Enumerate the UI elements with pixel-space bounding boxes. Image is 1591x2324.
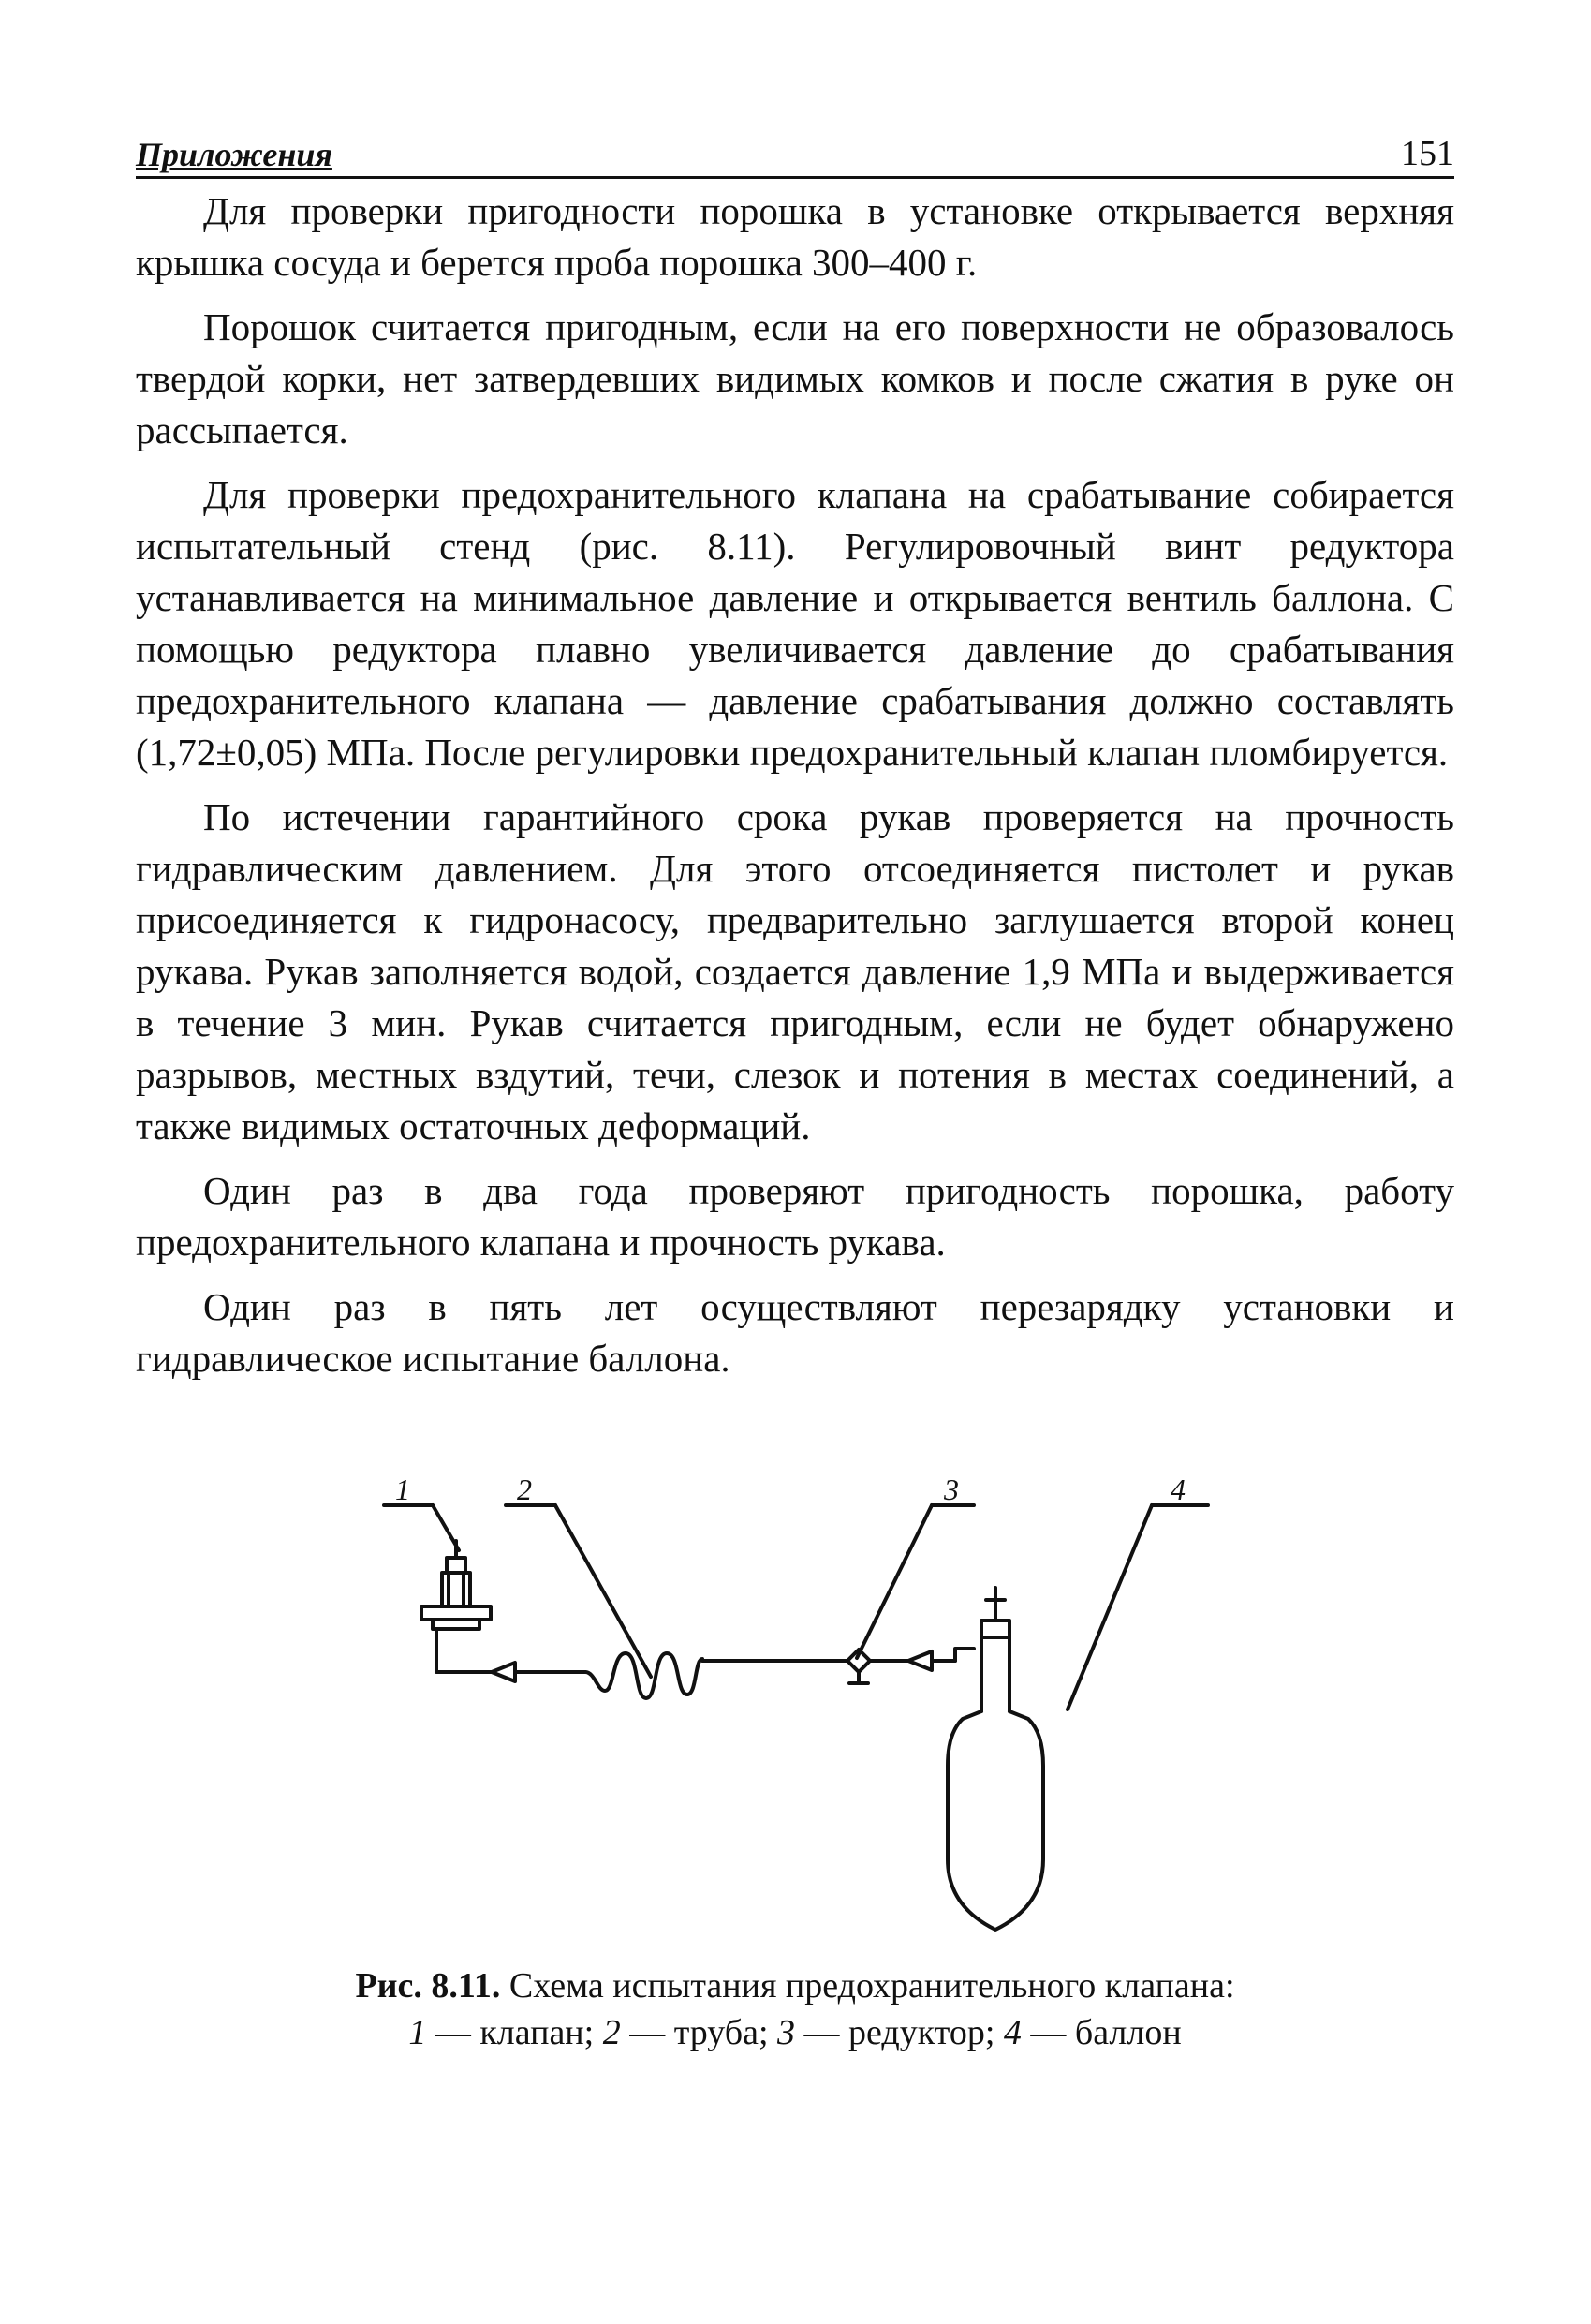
legend-num: 4 [1003, 2013, 1022, 2052]
legend-text: труба [673, 2013, 759, 2052]
cylinder-symbol [948, 1588, 1043, 1930]
body-text [136, 185, 1454, 1398]
valve-symbol [421, 1541, 491, 1661]
paragraph: Для проверки предохранительного клапана на срабатывание собирается испытательный стенд (рис. 8.11). Регулировочный винт редуктора устанавливается на минимальное давление и открывается вентиль баллона. С помощью редуктора плавно увеличивается давление до срабатывания предохранительного клапана — давление срабатывания должно составлять (1,72±0,05) МПа. После регулировки предохранительный клапан пломбируется. [136, 473, 1454, 774]
caption-label: Рис. 8.11. [355, 1966, 501, 2006]
figure-test-scheme [356, 1466, 1236, 1944]
legend-text: баллон [1074, 2013, 1182, 2052]
legend-num: 3 [777, 2013, 796, 2052]
section-title: Приложения [136, 136, 332, 173]
paragraph: Порошок считается пригодным, если на его поверхности не образовалось твердой корки, нет затвердевших видимых комков и после сжатия в руке он рассыпается. [136, 305, 1454, 451]
paragraph: По истечении гарантийного срока рукав проверяется на прочность гидравлическим давлением. Для этого отсоединяется пистолет и рукав присоединяется к гидронасосу, предварительно заглушается второй конец рукава. Рукав заполняется водой, создается давление 1,9 МПа и выдерживается в течение 3 мин. Рукав считается пригодным, если не будет обнаружено разрывов, местных вздутий, течи, слезок и потения в местах соединений, а также видимых остаточных деформаций. [136, 795, 1454, 1147]
paragraph: Для проверки пригодности порошка в установке открывается верхняя крышка сосуда и берется проба порошка 300–400 г. [136, 189, 1454, 284]
legend-num: 1 [408, 2013, 427, 2052]
figure-caption [136, 1962, 1454, 2056]
pipe-left [436, 1661, 585, 1681]
label-1: 1 [395, 1473, 410, 1506]
caption-line-1 [136, 1962, 1454, 2009]
legend-text: клапан [479, 2013, 584, 2052]
label-4: 4 [1171, 1473, 1186, 1506]
paragraph: Один раз в пять лет осуществляют перезарядку установки и гидравлическое испытание баллона. [136, 1285, 1454, 1380]
legend-num: 2 [602, 2013, 621, 2052]
caption-title: Схема испытания предохранительного клапана: [508, 1966, 1235, 2006]
legend-text: редуктор [848, 2013, 985, 2052]
page-number: 151 [1401, 134, 1454, 173]
hose-coil [585, 1653, 702, 1698]
label-2: 2 [517, 1473, 532, 1506]
scheme-diagram [356, 1466, 1236, 1944]
pipe-right [870, 1649, 974, 1670]
caption-line-2: 1 — клапан; 2 — труба; 3 — редуктор; 4 — баллон [408, 2013, 1182, 2052]
page-header [136, 133, 1454, 179]
label-3: 3 [944, 1473, 959, 1506]
paragraph: Один раз в два года проверяют пригодность порошка, работу предохранительного клапана и прочность рукава. [136, 1169, 1454, 1264]
